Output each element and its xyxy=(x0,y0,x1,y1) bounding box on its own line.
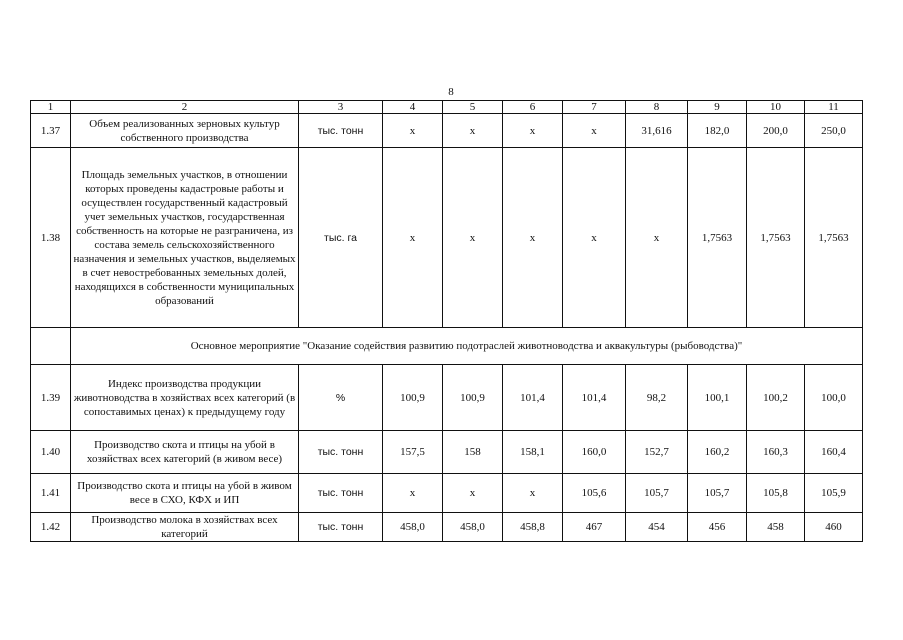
indicator-name: Площадь земельных участков, в отношении которых проведены кадастровые работы и осуществлен государственный кадастровый учет земельных участков, государственная собственность на которые не разграничена, из состава земель сельскохозяйственного назначения и земельных участков, выделяемых в счет невостребованных земельных долей, находящихся в собственности муниципальных образований xyxy=(71,148,299,328)
section-title: Основное мероприятие "Оказание содействия развитию подотраслей животноводства и аквакультуры (рыбоводства)" xyxy=(71,328,863,365)
unit-cell: тыс. тонн xyxy=(299,513,383,542)
value-cell: х xyxy=(383,148,443,328)
value-cell: 105,8 xyxy=(747,474,805,513)
section-spacer xyxy=(31,328,71,365)
value-cell: 250,0 xyxy=(805,114,863,148)
column-header: 9 xyxy=(688,101,747,114)
row-number: 1.37 xyxy=(31,114,71,148)
value-cell: 98,2 xyxy=(626,365,688,431)
row-number: 1.40 xyxy=(31,431,71,474)
table-row xyxy=(31,114,863,148)
column-header: 4 xyxy=(383,101,443,114)
value-cell: 1,7563 xyxy=(805,148,863,328)
unit-cell: тыс. тонн xyxy=(299,431,383,474)
column-header: 3 xyxy=(299,101,383,114)
unit-cell: тыс. тонн xyxy=(299,114,383,148)
table-row xyxy=(31,513,863,542)
value-cell: 160,4 xyxy=(805,431,863,474)
value-cell: 200,0 xyxy=(747,114,805,148)
value-cell: 100,1 xyxy=(688,365,747,431)
indicator-name: Объем реализованных зерновых культур собственного производства xyxy=(71,114,299,148)
value-cell: 458 xyxy=(747,513,805,542)
value-cell: х xyxy=(443,474,503,513)
column-header: 8 xyxy=(626,101,688,114)
unit-cell: тыс. тонн xyxy=(299,474,383,513)
value-cell: 467 xyxy=(563,513,626,542)
table-row xyxy=(31,148,863,328)
value-cell: 158 xyxy=(443,431,503,474)
section-row xyxy=(31,328,863,365)
value-cell: 454 xyxy=(626,513,688,542)
column-header: 10 xyxy=(747,101,805,114)
value-cell: 182,0 xyxy=(688,114,747,148)
value-cell: х xyxy=(443,114,503,148)
indicator-name: Производство скота и птицы на убой в живом весе в СХО, КФХ и ИП xyxy=(71,474,299,513)
value-cell: 105,9 xyxy=(805,474,863,513)
column-header: 6 xyxy=(503,101,563,114)
row-number: 1.42 xyxy=(31,513,71,542)
indicator-name: Производство молока в хозяйствах всех категорий xyxy=(71,513,299,542)
value-cell: х xyxy=(563,148,626,328)
value-cell: 160,2 xyxy=(688,431,747,474)
value-cell: 105,6 xyxy=(563,474,626,513)
value-cell: 456 xyxy=(688,513,747,542)
value-cell: х xyxy=(383,474,443,513)
value-cell: 158,1 xyxy=(503,431,563,474)
value-cell: 101,4 xyxy=(503,365,563,431)
column-header: 2 xyxy=(71,101,299,114)
header-row xyxy=(31,101,863,114)
indicator-name: Индекс производства продукции животноводства в хозяйствах всех категорий (в сопоставимых ценах) к предыдущему году xyxy=(71,365,299,431)
table-row xyxy=(31,474,863,513)
unit-cell: тыс. га xyxy=(299,148,383,328)
value-cell: 100,2 xyxy=(747,365,805,431)
column-header: 1 xyxy=(31,101,71,114)
value-cell: 160,3 xyxy=(747,431,805,474)
table-row xyxy=(31,365,863,431)
value-cell: х xyxy=(503,474,563,513)
value-cell: х xyxy=(503,114,563,148)
indicator-name: Производство скота и птицы на убой в хозяйствах всех категорий (в живом весе) xyxy=(71,431,299,474)
value-cell: 160,0 xyxy=(563,431,626,474)
value-cell: 458,0 xyxy=(383,513,443,542)
row-number: 1.38 xyxy=(31,148,71,328)
value-cell: 100,9 xyxy=(383,365,443,431)
value-cell: 101,4 xyxy=(563,365,626,431)
value-cell: 105,7 xyxy=(626,474,688,513)
value-cell: 100,0 xyxy=(805,365,863,431)
value-cell: 105,7 xyxy=(688,474,747,513)
value-cell: 458,8 xyxy=(503,513,563,542)
value-cell: 157,5 xyxy=(383,431,443,474)
value-cell: 152,7 xyxy=(626,431,688,474)
value-cell: х xyxy=(626,148,688,328)
column-header: 11 xyxy=(805,101,863,114)
value-cell: х xyxy=(383,114,443,148)
column-header: 7 xyxy=(563,101,626,114)
unit-cell: % xyxy=(299,365,383,431)
value-cell: 31,616 xyxy=(626,114,688,148)
value-cell: х xyxy=(563,114,626,148)
row-number: 1.39 xyxy=(31,365,71,431)
page-number: 8 xyxy=(448,86,454,98)
value-cell: 100,9 xyxy=(443,365,503,431)
indicator-table xyxy=(30,100,863,542)
row-number: 1.41 xyxy=(31,474,71,513)
table-row xyxy=(31,431,863,474)
value-cell: 1,7563 xyxy=(688,148,747,328)
value-cell: 458,0 xyxy=(443,513,503,542)
value-cell: 460 xyxy=(805,513,863,542)
value-cell: 1,7563 xyxy=(747,148,805,328)
value-cell: х xyxy=(503,148,563,328)
value-cell: х xyxy=(443,148,503,328)
column-header: 5 xyxy=(443,101,503,114)
